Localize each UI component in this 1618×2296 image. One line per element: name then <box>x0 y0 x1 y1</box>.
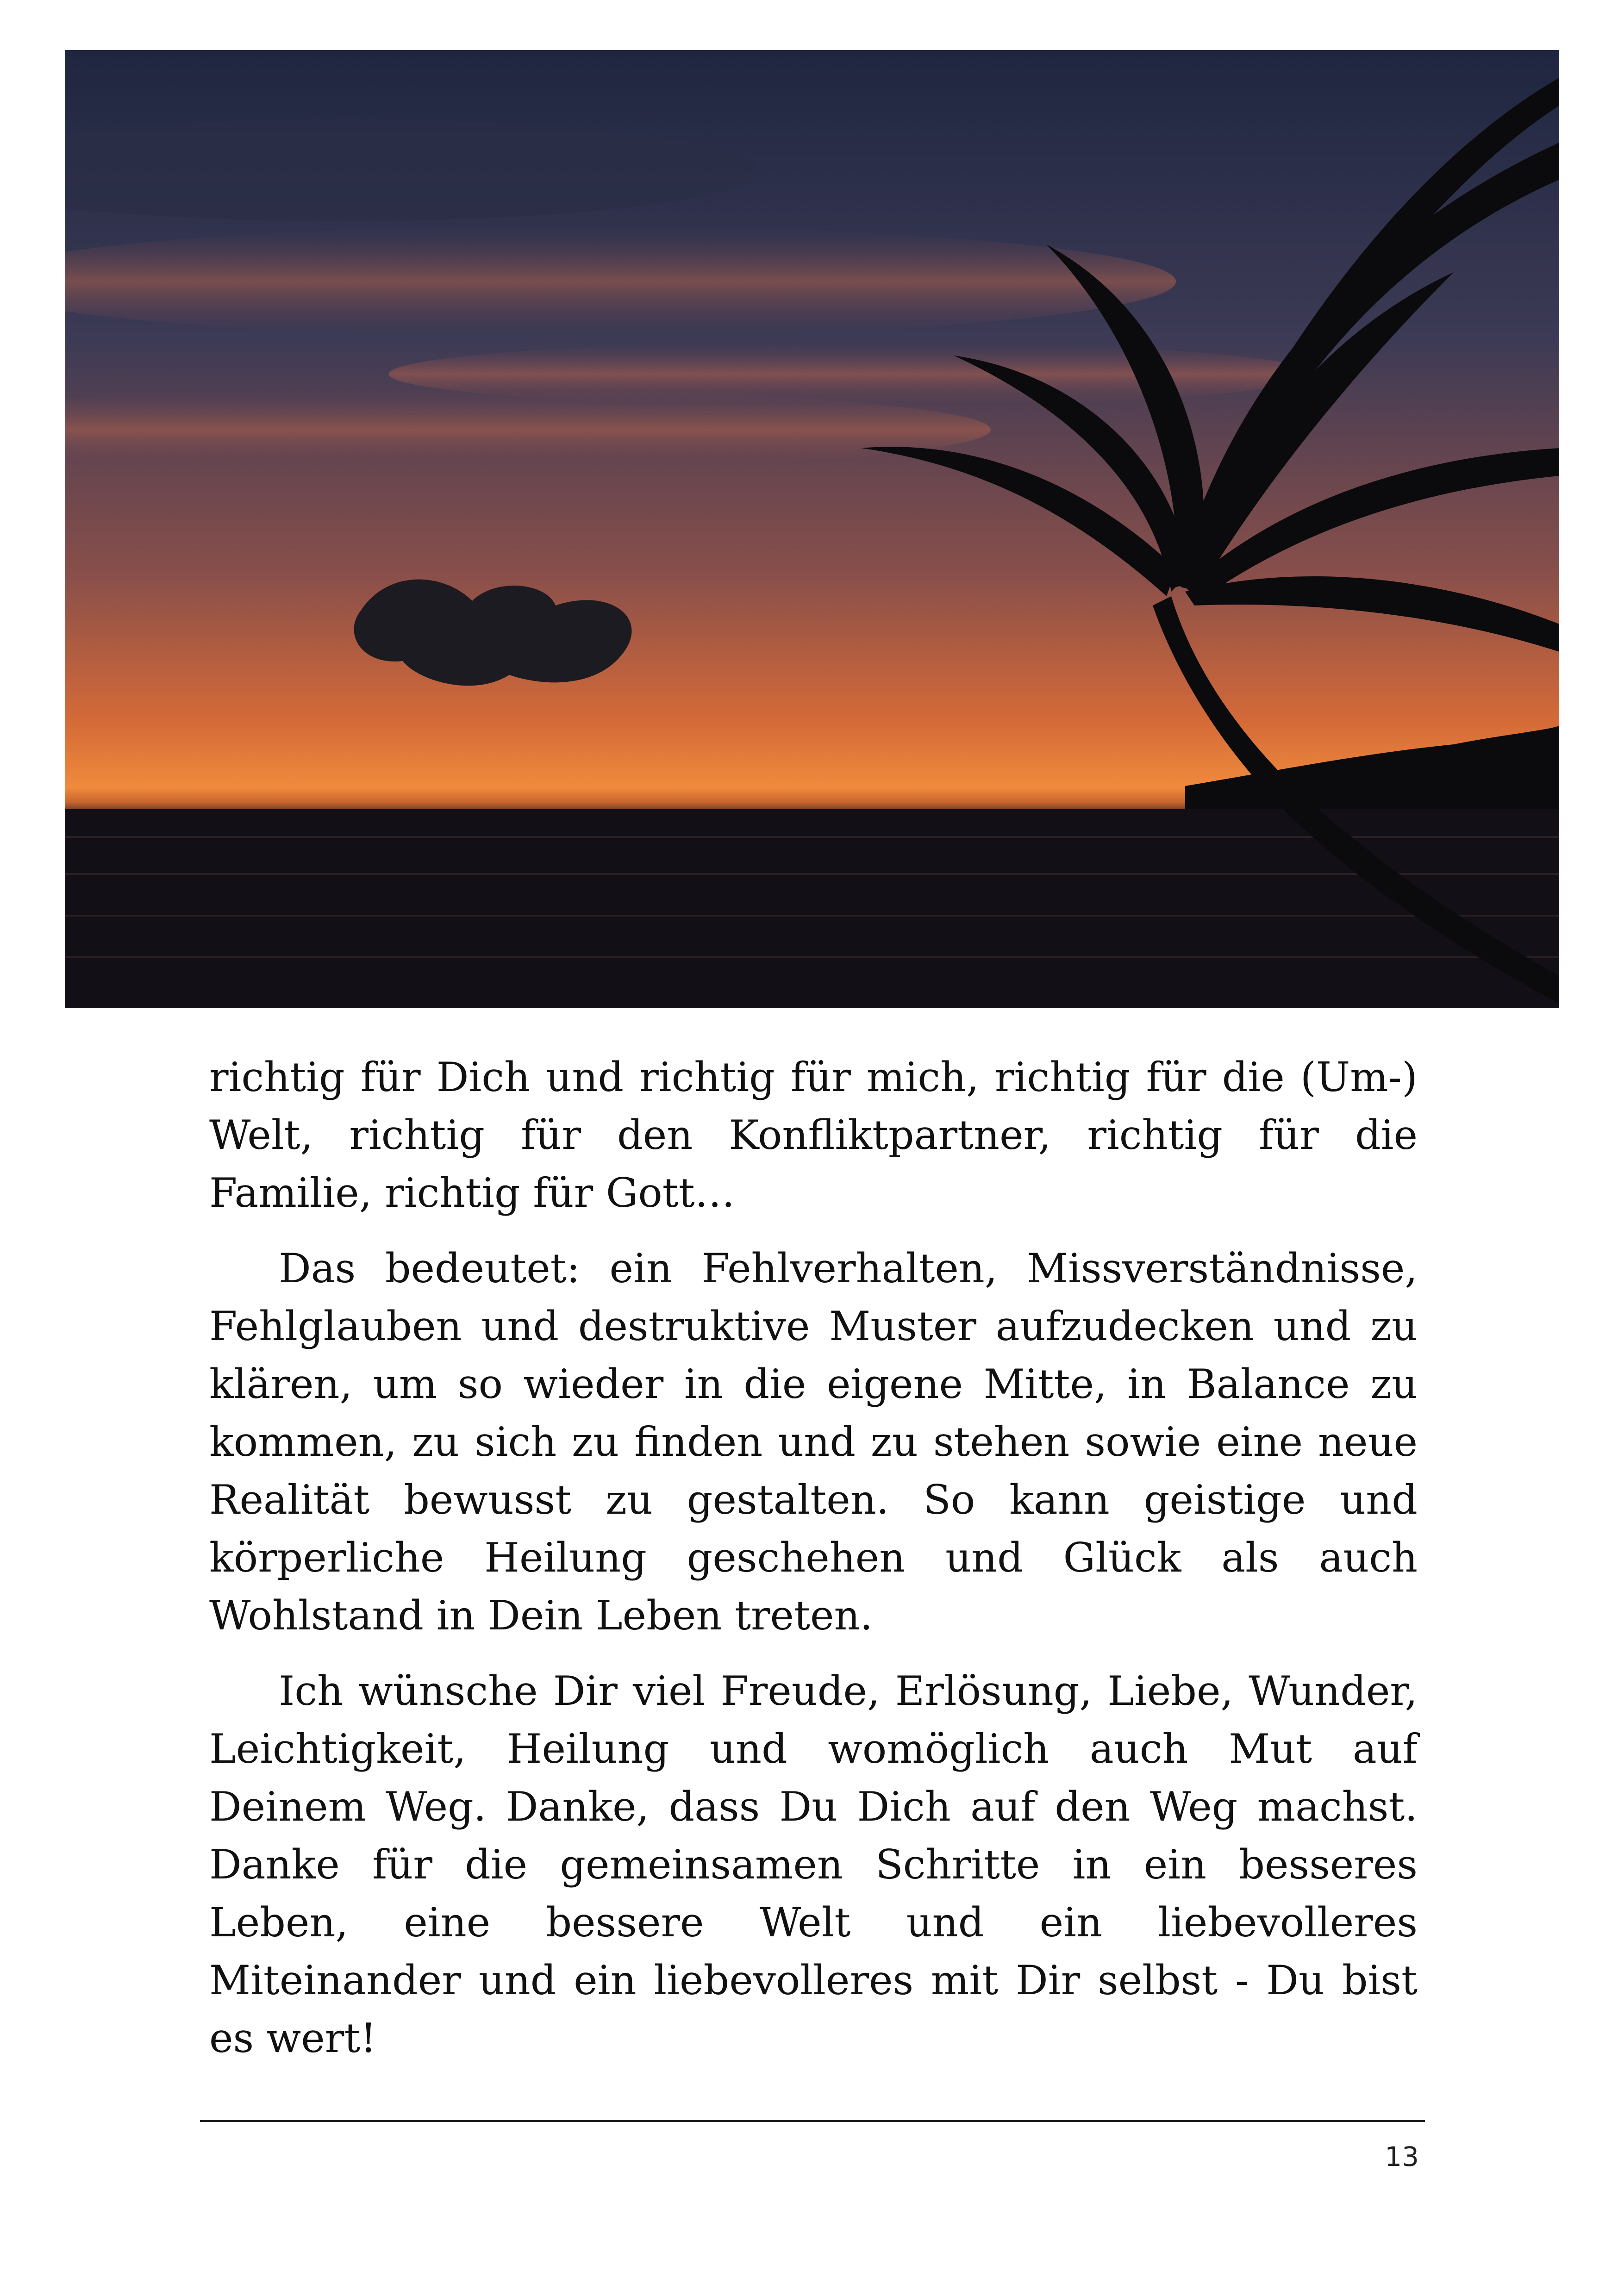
paragraph-3: Ich wünsche Dir viel Freude, Erlösung, Liebe, Wunder, Leichtigkeit, Heilung und womöglich auch Mut auf Deinem Weg. Danke, dass Du Dich auf den Weg machst. Danke für die gemeinsamen Schritte in ein besseres Leben, eine bessere Welt und ein liebevolleres Miteinander und ein liebevolleres mit Dir selbst - Du bist es wert! <box>209 1667 1418 2062</box>
body-text <box>209 1048 1418 2085</box>
footer-divider <box>200 2120 1425 2122</box>
page-number: 13 <box>1385 2141 1419 2172</box>
paragraph-1: richtig für Dich und richtig für mich, richtig für die (Um-) Welt, richtig für den Konfliktpartner, richtig für die Familie, richtig für Gott… <box>209 1054 1418 1217</box>
paragraph-2: Das bedeutet: ein Fehlverhalten, Missverständnisse, Fehlglauben und destruktive Muster aufzudecken und zu klären, um so wieder in die eigene Mitte, in Balance zu kommen, zu sich zu finden und zu stehen sowie eine neue Realität bewusst zu gestalten. So kann geistige und körperliche Heilung geschehen und Glück als auch Wohlstand in Dein Leben treten. <box>209 1245 1418 1639</box>
sunset-palm-photo <box>65 50 1559 1008</box>
